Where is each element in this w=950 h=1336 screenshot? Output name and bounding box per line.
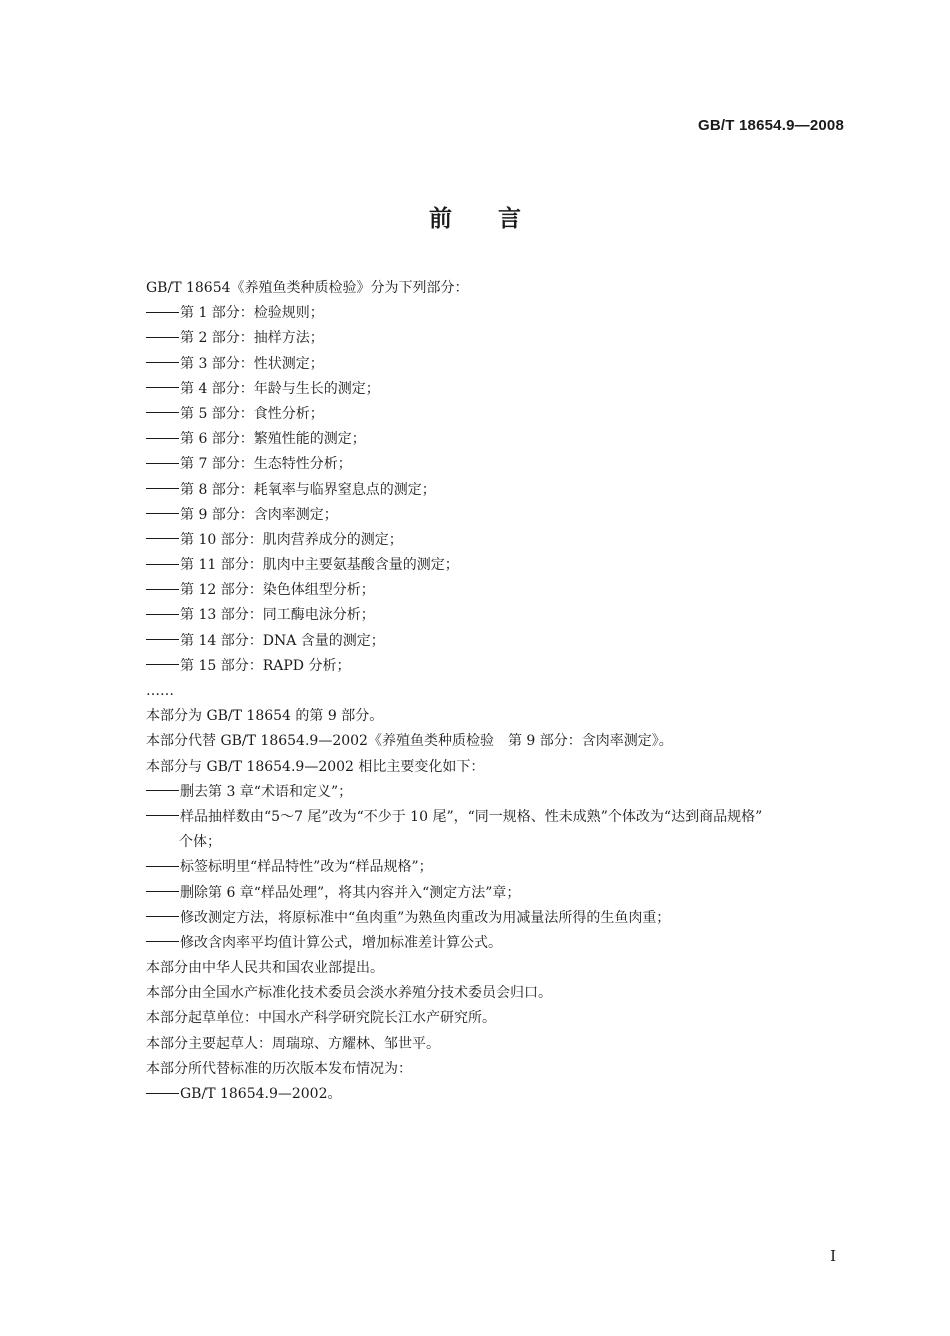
list-item-text: 第 12 部分：染色体组型分析；: [180, 582, 375, 599]
statement-replaces: 本部分代替 GB/T 18654.9—2002《养殖鱼类种质检验 第 9 部分：含肉率测定》。: [146, 733, 673, 750]
em-dash: [146, 362, 179, 363]
list-item-text: GB/T 18654.9—2002。: [180, 1086, 342, 1102]
change-item-2: [146, 805, 846, 830]
em-dash: [146, 463, 179, 464]
em-dash: [146, 337, 179, 338]
list-item-text: 删除第 6 章“样品处理”，将其内容并入“测定方法”章；: [180, 884, 521, 901]
change-item-4: [146, 881, 846, 906]
list-item-text: 第 2 部分：抽样方法；: [180, 330, 324, 347]
list-item-part-2: [146, 326, 846, 351]
em-dash: [146, 916, 179, 917]
em-dash: [146, 538, 179, 539]
list-item-part-10: [146, 528, 846, 553]
list-item-part-9: [146, 503, 846, 528]
statement-changes-intro: 本部分与 GB/T 18654.9—2002 相比主要变化如下：: [146, 758, 485, 775]
em-dash: [146, 1093, 179, 1094]
change-item-6: [146, 931, 846, 956]
list-item-text: 标签标明里“样品特性”改为“样品规格”；: [180, 859, 433, 876]
em-dash: [146, 564, 179, 565]
list-item-text: 第 5 部分：食性分析；: [180, 405, 324, 422]
list-item-text: 修改测定方法，将原标准中“鱼肉重”为熟鱼肉重改为用减量法所得的生鱼肉重；: [180, 909, 671, 926]
em-dash: [146, 664, 179, 665]
intro-line: GB/T 18654《养殖鱼类种质检验》分为下列部分：: [146, 280, 469, 296]
list-item-part-1: [146, 301, 846, 326]
em-dash: [146, 866, 179, 867]
document-body: [146, 276, 846, 1107]
em-dash: [146, 614, 179, 615]
list-item-part-14: [146, 629, 846, 654]
list-item-part-13: [146, 603, 846, 628]
ellipsis-line: ……: [146, 683, 174, 699]
em-dash: [146, 639, 179, 640]
em-dash: [146, 513, 179, 514]
page-number: I: [830, 1247, 836, 1265]
list-item-part-6: [146, 427, 846, 452]
list-item-part-15: [146, 654, 846, 679]
em-dash: [146, 589, 179, 590]
list-item-text: 第 13 部分：同工酶电泳分析；: [180, 607, 375, 624]
list-item-part-8: [146, 478, 846, 503]
list-item-text: 第 3 部分：性状测定；: [180, 355, 324, 372]
list-item-text: 第 1 部分：检验规则；: [180, 305, 324, 322]
list-item-text: 第 4 部分：年龄与生长的测定；: [180, 380, 380, 397]
list-item-text: 第 9 部分：含肉率测定；: [180, 506, 338, 523]
statement-drafting-unit: 本部分起草单位：中国水产科学研究院长江水产研究所。: [146, 1010, 496, 1027]
list-item-text: 第 8 部分：耗氧率与临界窒息点的测定；: [180, 481, 436, 498]
list-item-part-4: [146, 377, 846, 402]
history-item-1: [146, 1082, 846, 1107]
standard-code: GB/T 18654.9—2008: [698, 117, 844, 134]
em-dash: [146, 941, 179, 942]
list-item-part-5: [146, 402, 846, 427]
list-item-text: 第 10 部分：肌肉营养成分的测定；: [180, 531, 403, 548]
change-item-1: [146, 780, 846, 805]
list-item-text: 第 15 部分：RAPD 分析；: [180, 657, 351, 674]
em-dash: [146, 891, 179, 892]
list-item-part-7: [146, 452, 846, 477]
em-dash: [146, 412, 179, 413]
em-dash: [146, 815, 179, 816]
statement-proposer: 本部分由中华人民共和国农业部提出。: [146, 960, 384, 977]
statement-part-number: 本部分为 GB/T 18654 的第 9 部分。: [146, 708, 384, 725]
em-dash: [146, 438, 179, 439]
list-item-part-3: [146, 352, 846, 377]
list-item-text: 删去第 3 章“术语和定义”；: [180, 783, 353, 800]
em-dash: [146, 488, 179, 489]
list-item-text: 第 11 部分：肌肉中主要氨基酸含量的测定；: [180, 557, 459, 574]
em-dash: [146, 790, 179, 791]
em-dash: [146, 312, 179, 313]
change-item-3: [146, 855, 846, 880]
list-item-text: 第 14 部分：DNA 含量的测定；: [180, 632, 385, 649]
change-item-2-continuation: 个体；: [179, 834, 221, 851]
list-item-part-11: [146, 553, 846, 578]
statement-history-intro: 本部分所代替标准的历次版本发布情况为：: [146, 1060, 412, 1077]
change-item-5: [146, 906, 846, 931]
statement-committee: 本部分由全国水产标准化技术委员会淡水养殖分技术委员会归口。: [146, 985, 552, 1002]
statement-drafters: 本部分主要起草人：周瑞琼、方耀林、邹世平。: [146, 1035, 440, 1052]
list-item-text: 样品抽样数由“5～7 尾”改为“不少于 10 尾”，“同一规格、性未成熟”个体改为“达到商品规格”: [180, 808, 763, 825]
list-item-text: 第 7 部分：生态特性分析；: [180, 456, 352, 473]
em-dash: [146, 387, 179, 388]
list-item-text: 第 6 部分：繁殖性能的测定；: [180, 431, 366, 448]
page-title: 前言: [429, 206, 567, 232]
list-item-part-12: [146, 578, 846, 603]
list-item-text: 修改含肉率平均值计算公式，增加标准差计算公式。: [180, 934, 502, 951]
